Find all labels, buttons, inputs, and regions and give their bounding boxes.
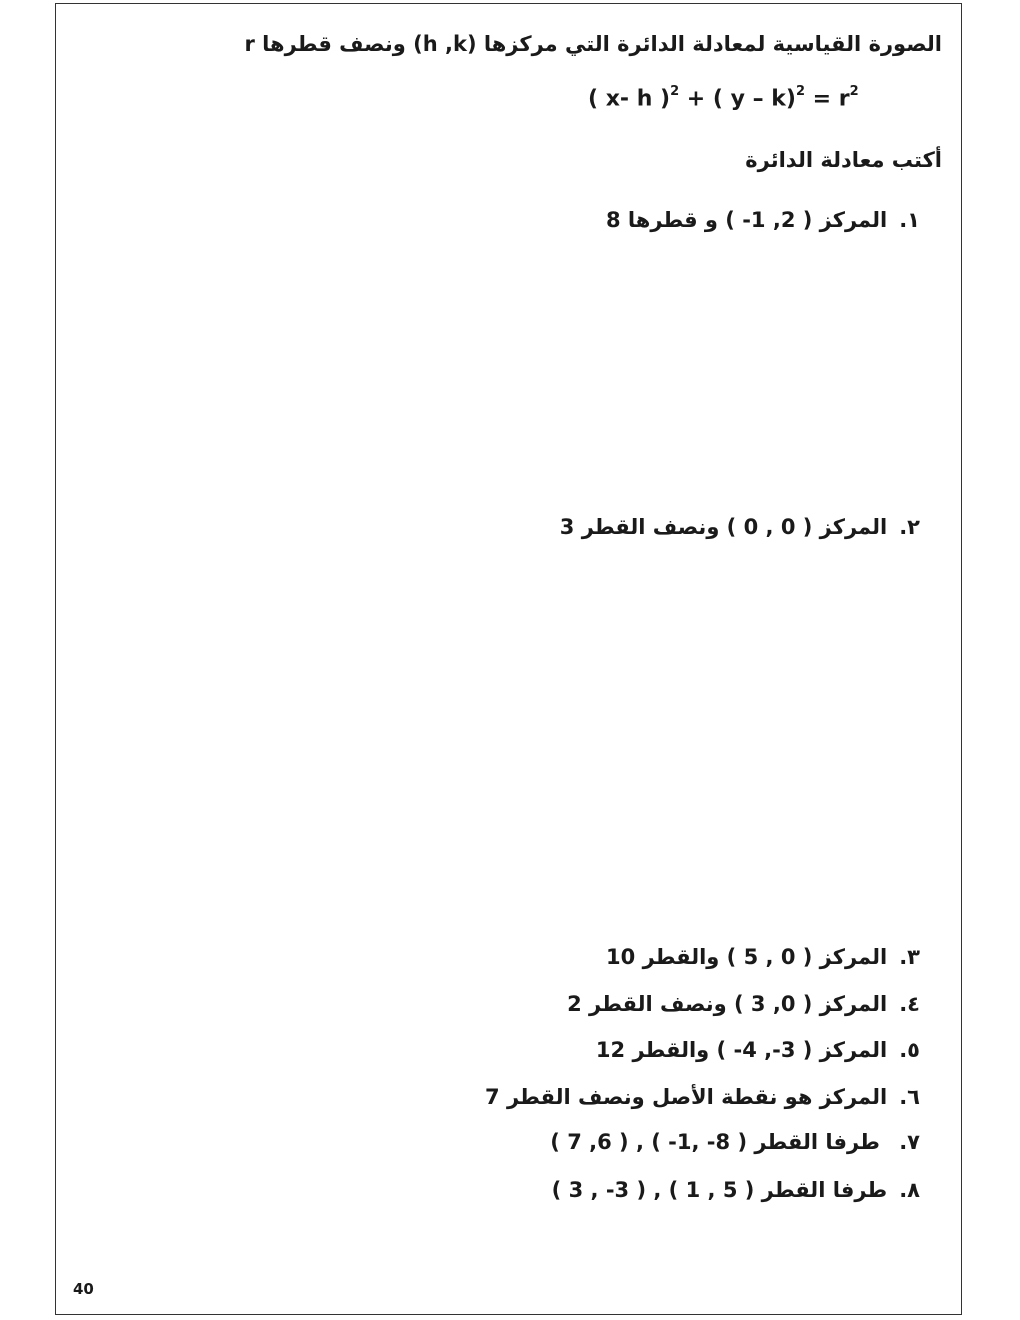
page-border xyxy=(55,3,962,1315)
item-number: ٦. xyxy=(899,1085,920,1109)
formula-exp-2: 2 xyxy=(795,84,805,99)
item-text: المركز هو نقطة الأصل ونصف القطر 7 xyxy=(485,1085,888,1109)
item-number: ٢. xyxy=(899,515,920,539)
list-item xyxy=(485,1085,920,1109)
page-number: 40 xyxy=(73,1280,94,1298)
item-text: طرفا القطر ( 5 , 1 ) , ( 3- , 3 ) xyxy=(551,1178,888,1202)
item-text: طرفا القطر ( 8- ,1- ) , ( 6, 7 ) xyxy=(550,1130,888,1154)
list-item xyxy=(567,992,920,1016)
formula-exp-1: 2 xyxy=(670,84,680,99)
item-text: المركز ( 2, 1- ) و قطرها 8 xyxy=(605,208,888,232)
item-number: ٥. xyxy=(899,1038,920,1062)
item-number: ٤. xyxy=(899,992,920,1016)
list-item xyxy=(550,1130,920,1154)
item-text: المركز ( 0 , 5 ) والقطر 10 xyxy=(606,945,888,969)
item-text: المركز ( 0, 3 ) ونصف القطر 2 xyxy=(567,992,888,1016)
list-item xyxy=(552,1178,920,1202)
circle-equation xyxy=(588,86,859,111)
item-number: ٨. xyxy=(899,1178,920,1202)
item-number: ٣. xyxy=(899,945,920,969)
list-item xyxy=(560,515,920,539)
item-number: ١. xyxy=(899,208,920,232)
instruction-line: أكتب معادلة الدائرة xyxy=(745,148,942,172)
formula-equals-r: = r xyxy=(805,86,850,112)
definition-line: الصورة القياسية لمعادلة الدائرة التي مركزها (h ,k) ونصف قطرها r xyxy=(244,32,942,56)
formula-y-term: ( y – k) xyxy=(712,86,796,112)
list-item xyxy=(606,945,920,969)
formula-exp-3: 2 xyxy=(849,84,859,99)
formula-plus: + xyxy=(679,86,713,112)
item-number: ٧. xyxy=(899,1130,920,1154)
formula-x-term: ( x- h ) xyxy=(588,86,671,112)
item-text: المركز ( 3-, 4- ) والقطر 12 xyxy=(595,1038,888,1062)
item-text: المركز ( 0 , 0 ) ونصف القطر 3 xyxy=(559,515,888,539)
list-item xyxy=(596,1038,920,1062)
list-item xyxy=(606,208,920,232)
